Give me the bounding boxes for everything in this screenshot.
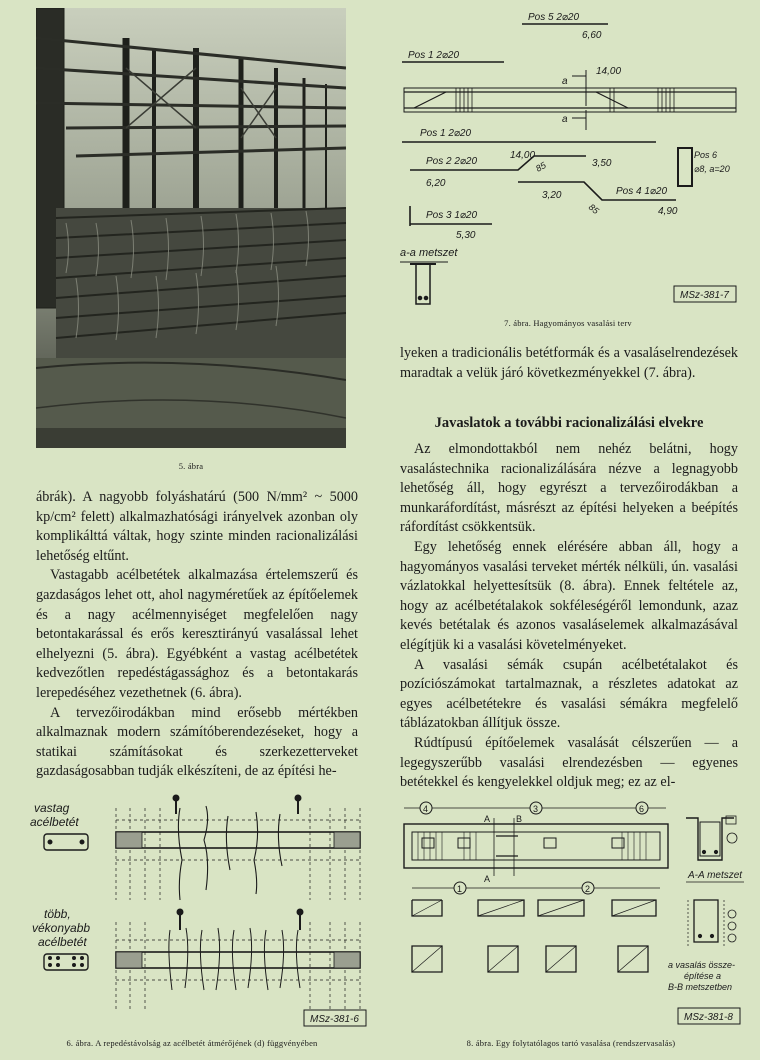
- right-paragraph-4: Rúdtípusú építőelemek vasalását célszerűen — a legegyszerűbb vasalási elrendezésben — egyenes betétekkel és kengyelekkel oldjuk meg; ez az el-: [400, 734, 738, 791]
- right-paragraph-0: lyeken a tradicionális betétformák és a vasaláselrendezések maradtak a velük járó következményekkel (7. ábra).: [400, 345, 738, 381]
- fig7-a-bottom: a: [562, 114, 568, 125]
- construction-photo: [36, 8, 346, 448]
- fig8-circle-2: 2: [585, 884, 591, 894]
- fig6-thin-label-1: több,: [44, 907, 71, 921]
- fig7-dim-530: 5,30: [456, 230, 476, 241]
- fig7-pos3: Pos 3 1⌀20: [426, 210, 478, 221]
- left-paragraph-3: A tervezőirodákban mind erősebb mértékben alkalmaznak modern számítóberendezéseket, hogy a statikai számításokat és szerkezetterveket gazdaságosabban tudják elkészíteni, de az építési he-: [36, 704, 358, 780]
- left-column-text: [36, 488, 358, 782]
- fig8-section-label: A-A metszet: [688, 870, 743, 881]
- fig7-section-label: a-a metszet: [400, 247, 458, 259]
- fig7-pos6-spec: ⌀8, a=20: [694, 164, 730, 174]
- svg-text:B: B: [516, 814, 523, 824]
- fig7-dim-85a: 85: [534, 160, 548, 174]
- fig8-circle-4: 4: [423, 804, 429, 814]
- fig7-pos2: Pos 2 2⌀20: [426, 156, 478, 167]
- rebar-photo-illustration: [36, 8, 346, 448]
- fig7-pos4: Pos 4 1⌀20: [616, 186, 668, 197]
- fig7-dim-85b: 85: [586, 201, 601, 216]
- fig7-dim-620: 6,20: [426, 178, 446, 189]
- right-paragraph-3: A vasalási sémák csupán acélbetétalakot és pozíciószámokat tartalmaznak, a részletes adatokat az egyes acélbetétekre és vasalási sémákra megfelelő táblázatokban állítjuk össze.: [400, 656, 738, 732]
- fig7-dim-320: 3,20: [542, 190, 562, 201]
- fig8-circle-3: 3: [533, 804, 539, 814]
- fig8-note-1: a vasalás össze-: [668, 960, 736, 970]
- figure6-diagram: [30, 790, 370, 1030]
- fig6-stamp: MSz-381-6: [310, 1014, 359, 1025]
- svg-text:A: A: [484, 814, 491, 824]
- left-paragraph-1: ábrák). A nagyobb folyáshatárú (500 N/mm² ~ 5000 kp/cm² felett) alkalmazhatósági irányelvek azonban oly komplikálttá váltak, hogy szinte minden racionalizálási lehetőség eltűnt.: [36, 489, 358, 564]
- fig7-pos5: Pos 5 2⌀20: [528, 12, 580, 23]
- right-paragraph-2: Egy lehetőség ennek elérésére abban áll, hogy a hagyományos vasalási terveket mérték nélküli, ún. vasalási vázlatokkal helyettesítsük (8. ábra). Ennek feltétele az, hogy az acélbetétalakok sokféleségéről lemondunk, azaz kevés betétalak és azonos vasaláselemek alkalmazásával elégítjük ki a vasalási követelményeket.: [400, 538, 738, 653]
- fig8-note-2: építése a: [684, 971, 722, 981]
- right-column-text: [400, 440, 738, 793]
- right-column-intro: [400, 344, 738, 383]
- figure8-diagram: [398, 796, 744, 1030]
- fig7-dim-1400a: 14,00: [596, 66, 622, 77]
- fig7-dim-1400b: 14,00: [510, 150, 536, 161]
- fig7-dim-490: 4,90: [658, 206, 678, 217]
- fig7-a-top: a: [562, 76, 568, 87]
- section-heading: Javaslatok a további racionalizálási elvekre: [434, 415, 704, 431]
- figure7-caption: 7. ábra. Hagyományos vasalási terv: [504, 318, 632, 328]
- fig7-pos6: Pos 6: [694, 150, 718, 160]
- fig6-thin-label-3: acélbetét: [38, 935, 87, 949]
- fig6-thin-label-2: vékonyabb: [32, 921, 91, 935]
- figure6-caption: 6. ábra. A repedéstávolság az acélbetét átmérőjének (d) függvényében: [66, 1038, 318, 1048]
- figure7-diagram: [396, 6, 740, 306]
- fig8-circle-6: 6: [639, 804, 645, 814]
- fig7-pos1-top: Pos 1 2⌀20: [408, 50, 460, 61]
- fig7-dim-660: 6,60: [582, 30, 602, 41]
- figure5-caption: 5. ábra: [178, 461, 204, 471]
- fig6-thick-label-2: acélbetét: [30, 815, 79, 829]
- fig8-note-3: B-B metszetben: [668, 982, 733, 992]
- svg-text:A: A: [484, 874, 491, 884]
- fig7-dim-350: 3,50: [592, 158, 612, 169]
- fig8-circle-1: 1: [457, 884, 463, 894]
- figure8-caption: 8. ábra. Egy folytatólagos tartó vasalása (rendszervasalás): [466, 1038, 676, 1048]
- fig6-thick-label-1: vastag: [34, 801, 70, 815]
- fig8-stamp: MSz-381-8: [684, 1012, 733, 1023]
- fig7-pos1-bottom: Pos 1 2⌀20: [420, 128, 472, 139]
- right-paragraph-1: Az elmondottakból nem nehéz belátni, hogy vasalástechnika racionalizálására nézve a legnagyobb lehetőség áll, hogy egyrészt a tervezőirodákban a munkaráfordítást, másrészt az építési helyeken a beépítés ráfordítást csökkentsük.: [400, 441, 738, 536]
- fig7-stamp: MSz-381-7: [680, 290, 729, 301]
- left-paragraph-2: Vastagabb acélbetétek alkalmazása értelemszerű és gazdaságos lehet ott, ahol nagyméretűek az építőelemek és a nagy acélmennyiséget megfelelően nagy betontakarással és erős keresztirányú vasalással lehet elhelyezni (5. ábra). Egyébként a vastag acélbetétek kedvezőtlen repedéstágassághoz és a betontakarás lerepedéséhez vezethetnek (6. ábra).: [36, 567, 358, 701]
